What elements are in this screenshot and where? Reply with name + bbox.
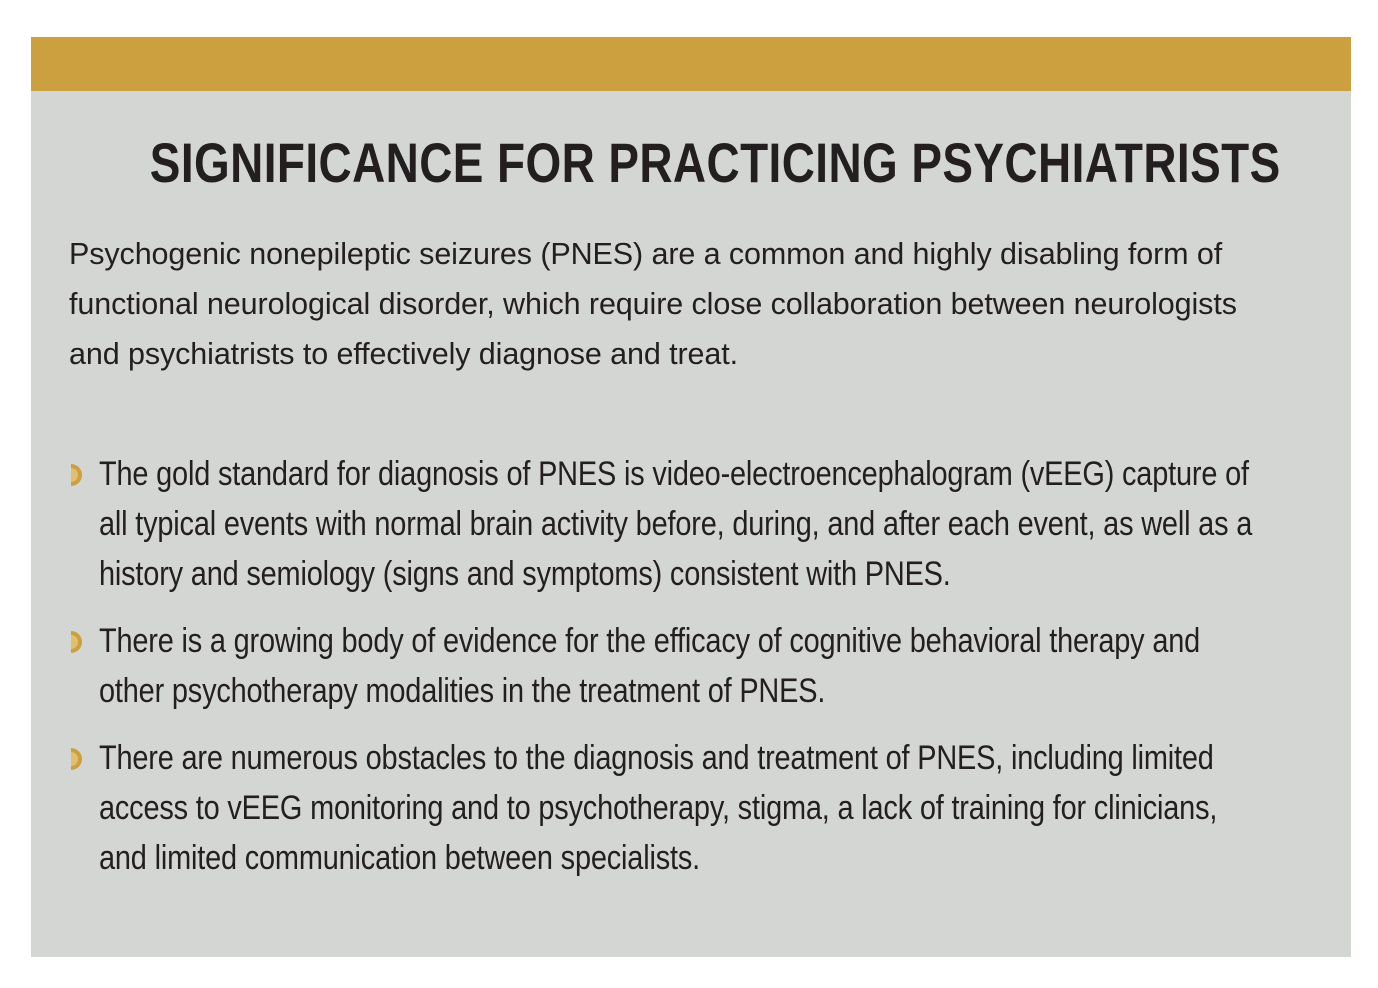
bullet-text: There is a growing body of evidence for the efficacy of cognitive behavioral therapy and other psychotherapy modalities in the treatment of PNES. (99, 622, 1201, 710)
list-item (69, 733, 1319, 883)
accent-bar (31, 37, 1351, 91)
bullet-text: There are numerous obstacles to the diagnosis and treatment of PNES, including limited access to vEEG monitoring and to psychotherapy, stigma, a lack of training for clinicians, and limited communication between specialists. (99, 739, 1218, 877)
bullet-list (69, 449, 1319, 900)
list-item (69, 616, 1319, 716)
list-item (69, 449, 1319, 599)
bullet-text: The gold standard for diagnosis of PNES is video-electroencephalogram (vEEG) capture of all typical events with normal brain activity before, during, and after each event, as well as a history and semiology (signs and symptoms) consistent with PNES. (99, 455, 1253, 593)
intro-paragraph: Psychogenic nonepileptic seizures (PNES) are a common and highly disabling form of functional neurological disorder, which require close collaboration between neurologists and psychiatrists to effectively diagnose and treat. (69, 237, 1237, 371)
info-card (31, 37, 1351, 957)
card-title: SIGNIFICANCE FOR PRACTICING PSYCHIATRISTS (149, 131, 1281, 194)
